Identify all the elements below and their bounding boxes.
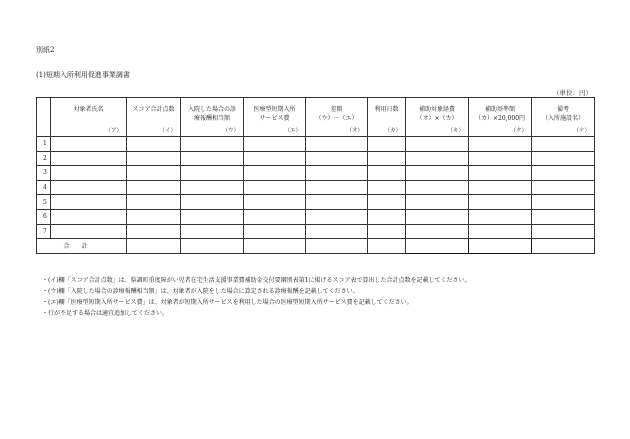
table-cell[interactable]: [51, 137, 127, 152]
row-number: 2: [37, 151, 51, 166]
header-name: 対象者氏名 （ア）: [51, 98, 127, 137]
unit-label: （単位：円）: [553, 89, 592, 97]
table-cell[interactable]: [469, 166, 532, 181]
table-cell[interactable]: [532, 166, 595, 181]
table-cell[interactable]: [127, 209, 181, 224]
table-cell[interactable]: [306, 209, 368, 224]
table-cell[interactable]: [532, 224, 595, 239]
table-cell[interactable]: [244, 180, 306, 195]
table-cell[interactable]: [532, 209, 595, 224]
table-cell[interactable]: [51, 209, 127, 224]
table-cell[interactable]: [181, 151, 244, 166]
table-cell[interactable]: [368, 180, 406, 195]
table-cell[interactable]: [368, 137, 406, 152]
total-cell[interactable]: [127, 239, 181, 254]
note-add-rows: ・行が不足する場合は適宜追加してください。: [42, 310, 169, 317]
table-cell[interactable]: [127, 224, 181, 239]
table-row: [37, 137, 595, 152]
table-cell[interactable]: [51, 180, 127, 195]
note-hospital-fee: ・(ウ)欄「入院した場合の診療報酬相当額」は、対象者が入院をした場合に算定される診療報酬を記載してください。: [42, 288, 359, 295]
table-cell[interactable]: [51, 195, 127, 210]
header-index: [37, 98, 51, 137]
note-score: ・(イ)欄「スコア合計点数」は、県調町重度障がい児者在宅生活支援事業費補助金交付要綱別表第1に掲げるスコア表で算出した合計点数を記載してください。: [42, 277, 471, 284]
header-days: 利用日数 （カ）: [368, 98, 406, 137]
total-eligible-cost[interactable]: [406, 239, 469, 254]
row-number: 6: [37, 209, 51, 224]
table-cell[interactable]: [406, 166, 469, 181]
total-row: [37, 239, 595, 254]
table-cell[interactable]: [51, 151, 127, 166]
table-cell[interactable]: [244, 224, 306, 239]
header-hospital-fee: 入院した場合の診 療報酬相当額 （ウ）: [181, 98, 244, 137]
total-cell[interactable]: [306, 239, 368, 254]
table-cell[interactable]: [244, 209, 306, 224]
table-cell[interactable]: [532, 151, 595, 166]
table-cell[interactable]: [532, 180, 595, 195]
form-number: 別紙2: [36, 46, 55, 54]
table-cell[interactable]: [51, 166, 127, 181]
table-cell[interactable]: [306, 195, 368, 210]
table-cell[interactable]: [469, 209, 532, 224]
table-cell[interactable]: [181, 195, 244, 210]
table-row: [37, 180, 595, 195]
table-cell[interactable]: [406, 224, 469, 239]
total-cell[interactable]: [244, 239, 306, 254]
table-cell[interactable]: [469, 224, 532, 239]
table-cell[interactable]: [244, 195, 306, 210]
table-cell[interactable]: [181, 180, 244, 195]
row-number: 7: [37, 224, 51, 239]
table-cell[interactable]: [244, 137, 306, 152]
header-remarks: 備考 （入所施設名） （ケ）: [532, 98, 595, 137]
table-cell[interactable]: [406, 180, 469, 195]
table-cell[interactable]: [368, 166, 406, 181]
table-cell[interactable]: [306, 180, 368, 195]
table-row: [37, 224, 595, 239]
table-cell[interactable]: [181, 137, 244, 152]
row-number: 4: [37, 180, 51, 195]
total-cell[interactable]: [368, 239, 406, 254]
table-cell[interactable]: [406, 137, 469, 152]
table-cell[interactable]: [469, 151, 532, 166]
table-cell[interactable]: [127, 166, 181, 181]
table-cell[interactable]: [368, 151, 406, 166]
header-row: [37, 98, 595, 137]
table-cell[interactable]: [532, 195, 595, 210]
table-cell[interactable]: [244, 151, 306, 166]
table-cell[interactable]: [306, 151, 368, 166]
table-cell[interactable]: [244, 166, 306, 181]
total-label: 合計: [37, 239, 127, 254]
header-difference: 差額 （ウ）－（エ） （オ）: [306, 98, 368, 137]
table-cell[interactable]: [368, 224, 406, 239]
table-cell[interactable]: [469, 195, 532, 210]
table-cell[interactable]: [306, 224, 368, 239]
survey-table: [36, 97, 595, 254]
table-cell[interactable]: [306, 137, 368, 152]
header-short-stay-fee: 医療型短期入所 サービス費 （エ）: [244, 98, 306, 137]
table-cell[interactable]: [368, 209, 406, 224]
table-cell[interactable]: [127, 151, 181, 166]
row-number: 5: [37, 195, 51, 210]
note-short-stay-fee: ・(エ)欄「医療型短期入所サービス費」は、対象者が短期入所サービスを利用した場合の医療型短期入所サービス費を記載してください。: [42, 299, 413, 306]
table-row: [37, 195, 595, 210]
table-cell[interactable]: [181, 209, 244, 224]
header-standard-amount: 補助基準額 （カ）×20,000円 （ク）: [469, 98, 532, 137]
table-cell[interactable]: [127, 180, 181, 195]
document-title: (1)短期入所利用促進事業調書: [36, 71, 130, 79]
table-row: [37, 166, 595, 181]
table-cell[interactable]: [406, 195, 469, 210]
table-cell[interactable]: [406, 209, 469, 224]
table-cell[interactable]: [51, 224, 127, 239]
table-row: [37, 209, 595, 224]
table-cell[interactable]: [532, 137, 595, 152]
row-number: 3: [37, 166, 51, 181]
table-cell[interactable]: [127, 195, 181, 210]
table-cell[interactable]: [469, 180, 532, 195]
table-cell[interactable]: [306, 166, 368, 181]
table-cell[interactable]: [181, 224, 244, 239]
table-cell[interactable]: [406, 151, 469, 166]
table-row: [37, 151, 595, 166]
table-cell[interactable]: [127, 137, 181, 152]
header-eligible-cost: 補助対象経費 （オ）×（カ） （キ）: [406, 98, 469, 137]
header-score: スコア合計点数 （イ）: [127, 98, 181, 137]
total-cell[interactable]: [181, 239, 244, 254]
table-cell[interactable]: [368, 195, 406, 210]
total-cell[interactable]: [532, 239, 595, 254]
table-cell[interactable]: [469, 137, 532, 152]
total-standard-amount[interactable]: [469, 239, 532, 254]
notes: [42, 275, 471, 319]
row-number: 1: [37, 137, 51, 152]
table-cell[interactable]: [181, 166, 244, 181]
